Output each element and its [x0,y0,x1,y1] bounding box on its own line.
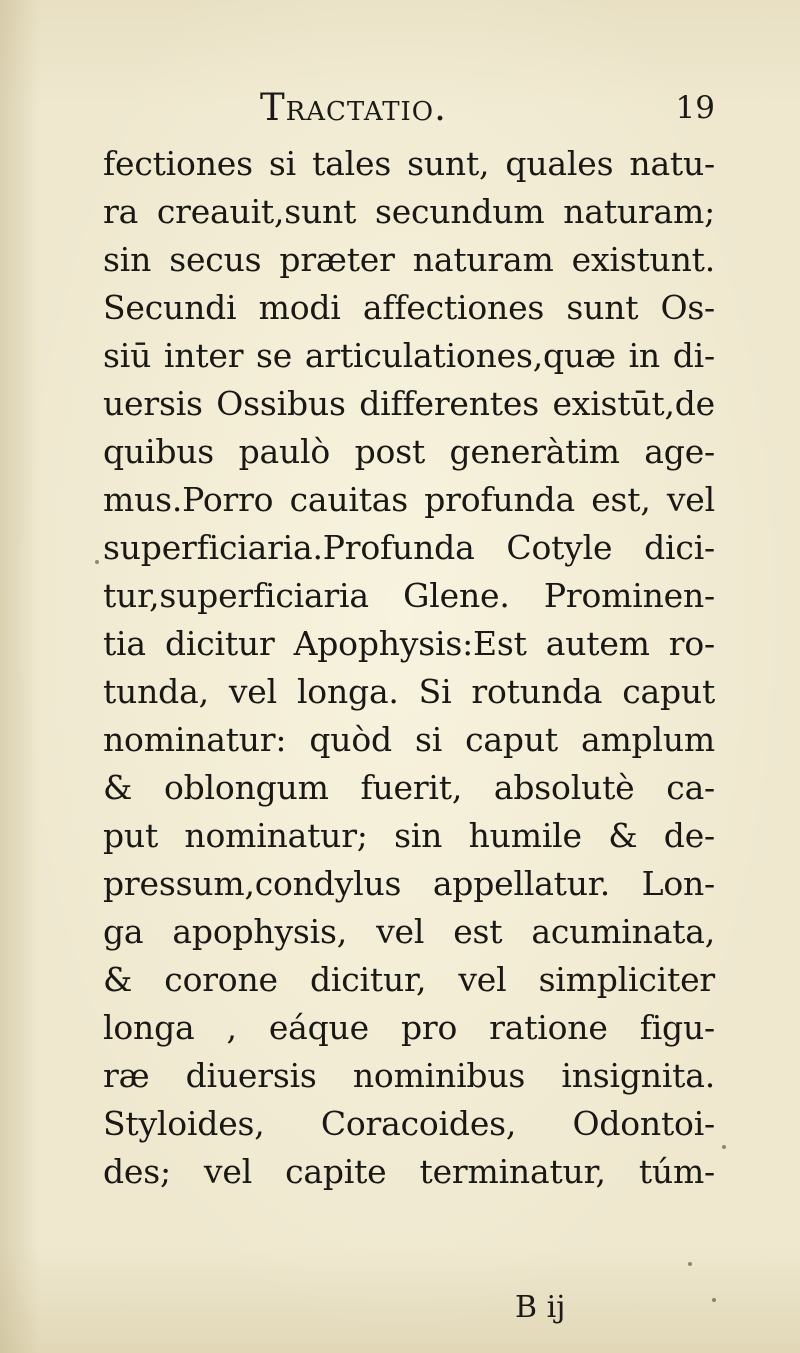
text-line: Secundi modi affectiones sunt Os- [103,288,715,327]
page-number: 19 [675,90,715,126]
running-head [100,86,715,142]
signature-mark: B ij [515,1290,566,1325]
text-line: sin secus præter naturam existunt. [103,240,715,279]
text-line: tia dicitur Apophysis:Est autem ro- [103,624,715,663]
ink-speck [95,560,99,564]
text-line: des; vel capite terminatur, túm- [103,1152,715,1191]
text-line: & corone dicitur, vel simpliciter [103,960,715,999]
text-line: longa , eáque pro ratione figu- [103,1008,715,1047]
text-line: pressum,condylus appellatur. Lon- [103,864,715,903]
ink-speck [688,1262,692,1266]
text-line: nominatur: quòd si caput amplum [103,720,715,759]
text-line: mus.Porro cauitas profunda est, vel [103,480,715,519]
text-line: tur,superficiaria Glene. Prominen- [103,576,715,615]
text-line: fectiones si tales sunt, quales natu- [103,144,715,183]
text-line: ga apophysis, vel est acuminata, [103,912,715,951]
ink-speck [722,1145,726,1149]
running-head-title: Tractatio. [260,86,447,129]
text-block [103,140,715,1196]
text-line: Styloides, Coracoides, Odontoi- [103,1104,715,1143]
ink-speck [712,1298,716,1302]
text-line: uersis Ossibus differentes existūt,de [103,384,715,423]
text-line: siū inter se articulationes,quæ in di- [103,336,715,375]
text-line: superficiaria.Profunda Cotyle dici- [103,528,715,567]
text-line: tunda, vel longa. Si rotunda caput [103,672,715,711]
text-line: quibus paulò post generàtim age- [103,432,715,471]
text-line: put nominatur; sin humile & de- [103,816,715,855]
text-line: ra creauit,sunt secundum naturam; [103,192,715,231]
gutter-shadow [0,0,40,1353]
text-line: ræ diuersis nominibus insignita. [103,1056,715,1095]
text-line: & oblongum fuerit, absolutè ca- [103,768,715,807]
